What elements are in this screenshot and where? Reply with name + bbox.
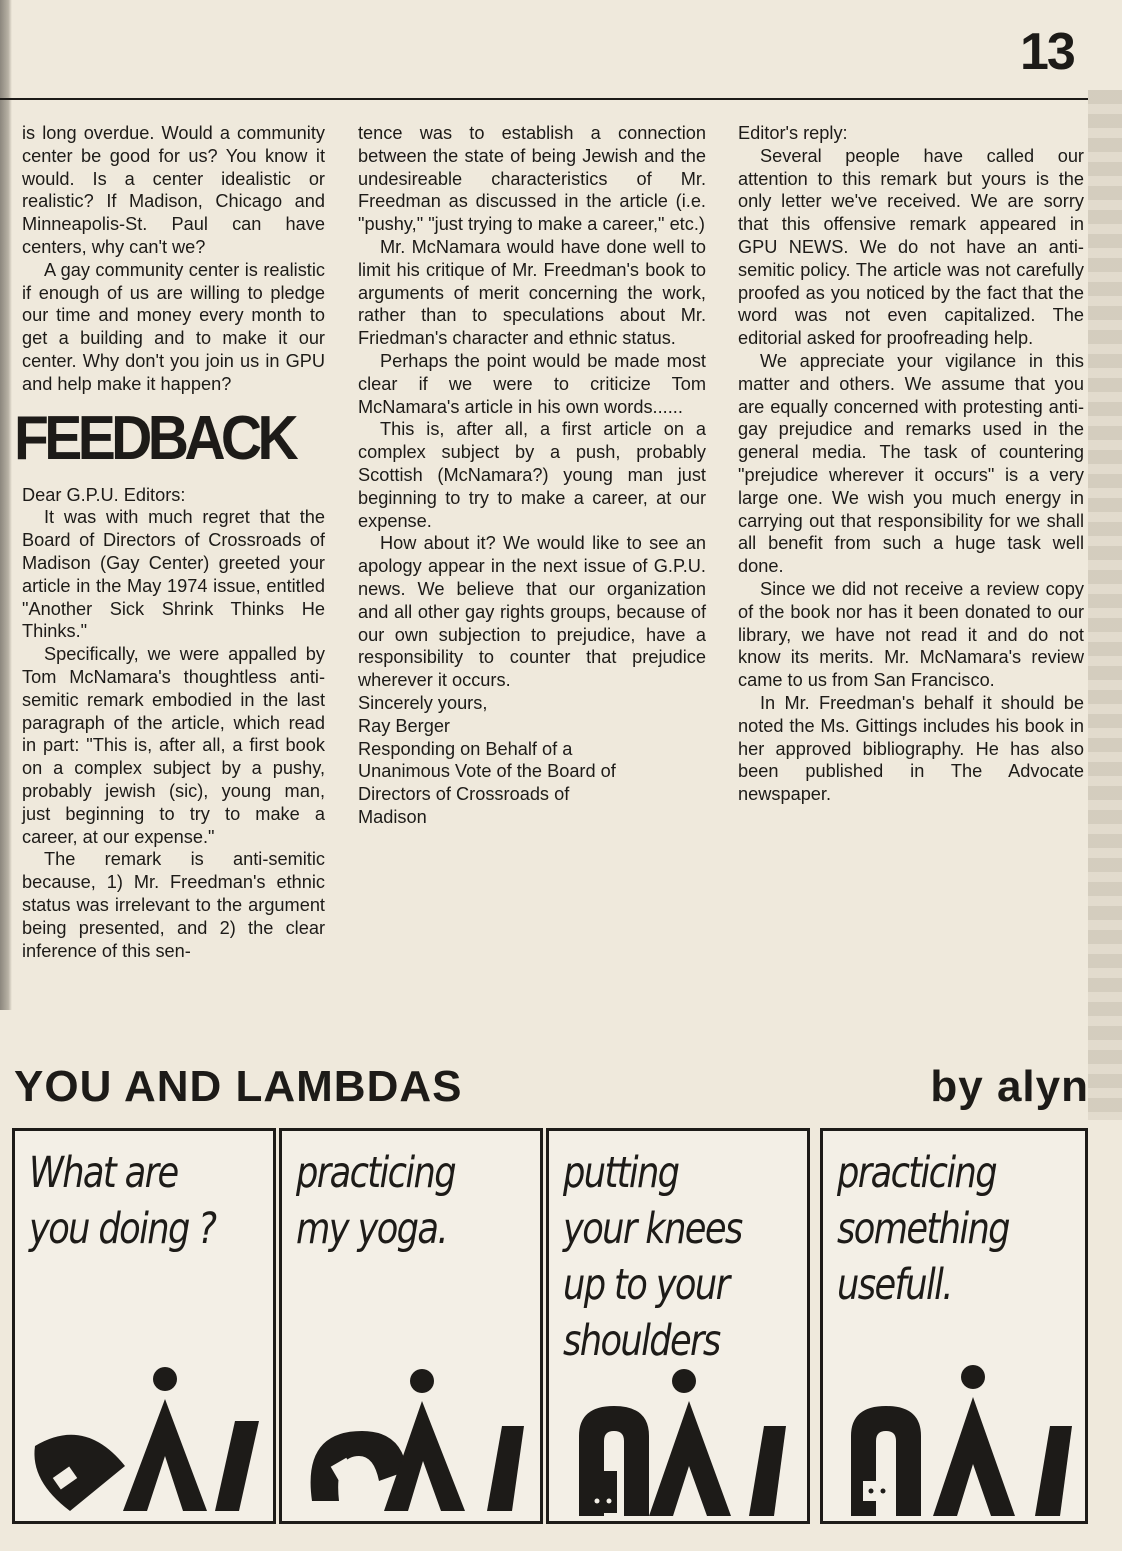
paragraph: Several people have called our attention to this remark but yours is the only letter we've received. We are sorry that this offensive remark appeared in GPU NEWS. We do not have an anti-semitic policy. The article was not carefully proofed as you noticed by the fact that the word was not even capitalized. The editorial asked for proofreading help. [738, 145, 1084, 349]
paragraph: Mr. McNamara would have done well to limit his critique of Mr. Freedman's book to arguments of merit concerning the work, rather than to speculations about Mr. Friedman's character and ethnic status. [358, 236, 706, 349]
signature-line: Madison [358, 806, 427, 827]
left-page-bleed [0, 0, 12, 1010]
comic-strip-title [14, 1062, 1089, 1118]
right-page-bleed [1088, 90, 1122, 1120]
letter-salutation: Dear G.P.U. Editors: [22, 484, 186, 505]
paragraph: The remark is anti-semitic because, 1) Mr. Freedman's ethnic status was irrelevant to the argument being presented, and 2) the clear inference of this sen- [22, 849, 325, 961]
paragraph: How about it? We would like to see an apology appear in the next issue of G.P.U. news. We believe that our organization and all other gay rights groups, because of our own subjection to prejudice, have a responsibility to counter that prejudice wherever it occurs. [358, 533, 706, 691]
comic-panel [12, 1128, 276, 1524]
comic-panel [820, 1128, 1088, 1524]
lambda-figure-icon [15, 1351, 273, 1521]
paragraph: Specifically, we were appalled by Tom McNamara's thoughtless anti-semitic remark embodied in the last paragraph of the article, which read in part: "This is, after all, a first book on a complex subject by a pushy, probably jewish (sic), young man, just beginning to try to make a career, at our expense." [22, 644, 325, 847]
panel-caption: putting your knees up to your shoulders [563, 1148, 742, 1366]
paragraph: is long overdue. Would a community center be good for us? You know it would. Is a center idealistic or realistic? If Madison, Chicago and Minneapolis-St. Paul can have centers, why can't we? [22, 123, 325, 257]
paragraph: tence was to establish a connection between the state of being Jewish and the undesireable characteristics of Mr. Freedman as discussed in the article (i.e. "pushy," "just trying to make a career," etc.) [358, 123, 706, 235]
comic-title: YOU AND LAMBDAS [14, 1062, 463, 1111]
signature-line: Responding on Behalf of a [358, 738, 573, 759]
paragraph: This is, after all, a first article on a complex subject by a push, probably Scottish (McNamara?) young man just beginning to try to make a career, at our expense. [358, 419, 706, 531]
column-1 [14, 122, 325, 962]
column-2 [358, 122, 706, 829]
paragraph: In Mr. Freedman's behalf it should be noted the Ms. Gittings includes his book in her approved bibliography. He has also been published in The Advocate newspaper. [738, 692, 1084, 805]
lambda-figure-icon [823, 1351, 1085, 1521]
paragraph: It was with much regret that the Board of Directors of Crossroads of Madison (Gay Center) greeted your article in the May 1974 issue, entitled "Another Sick Shrink Thinks He Thinks." [22, 507, 325, 642]
feedback-heading: FEEDBACK [14, 403, 295, 473]
comic-panel [546, 1128, 810, 1524]
paragraph: We appreciate your vigilance in this matter and others. We assume that you are equally concerned with protesting anti-gay prejudice and remarks used in the general media. The task of countering "prejudice wherever it occurs" is a very large one. We wish you much energy in carrying out that responsibility for we shall all benefit from such a huge task well done. [738, 350, 1084, 577]
header-rule [0, 98, 1088, 100]
paragraph: Since we did not receive a review copy of the book nor has it been donated to our library, we have not read it and do not know its merits. Mr. McNamara's review came to us from San Francisco. [738, 578, 1084, 691]
lambda-figure-icon [549, 1351, 807, 1521]
letter-closing: Sincerely yours, [358, 692, 488, 713]
editor-reply-heading: Editor's reply: [738, 123, 848, 143]
column-3 [738, 122, 1084, 806]
signature-line: Directors of Crossroads of [358, 784, 570, 805]
lambda-figure-icon [282, 1351, 540, 1521]
paragraph: Perhaps the point would be made most clear if we were to criticize Tom McNamara's article in his own words...... [358, 350, 706, 417]
panel-caption: What are you doing ? [29, 1148, 216, 1254]
page-number: 13 [1020, 23, 1074, 81]
signature-line: Unanimous Vote of the Board of [358, 761, 616, 782]
letter-signer: Ray Berger [358, 715, 450, 736]
comic-byline: by alyn [930, 1062, 1089, 1111]
panel-caption: practicing my yoga. [296, 1148, 456, 1254]
panel-caption: practicing something usefull. [837, 1148, 1009, 1310]
comic-panel [279, 1128, 543, 1524]
paragraph: A gay community center is realistic if enough of us are willing to pledge our time and money every month to get a building and to make it our center. Why don't you join us in GPU and help make it happen? [22, 259, 325, 394]
